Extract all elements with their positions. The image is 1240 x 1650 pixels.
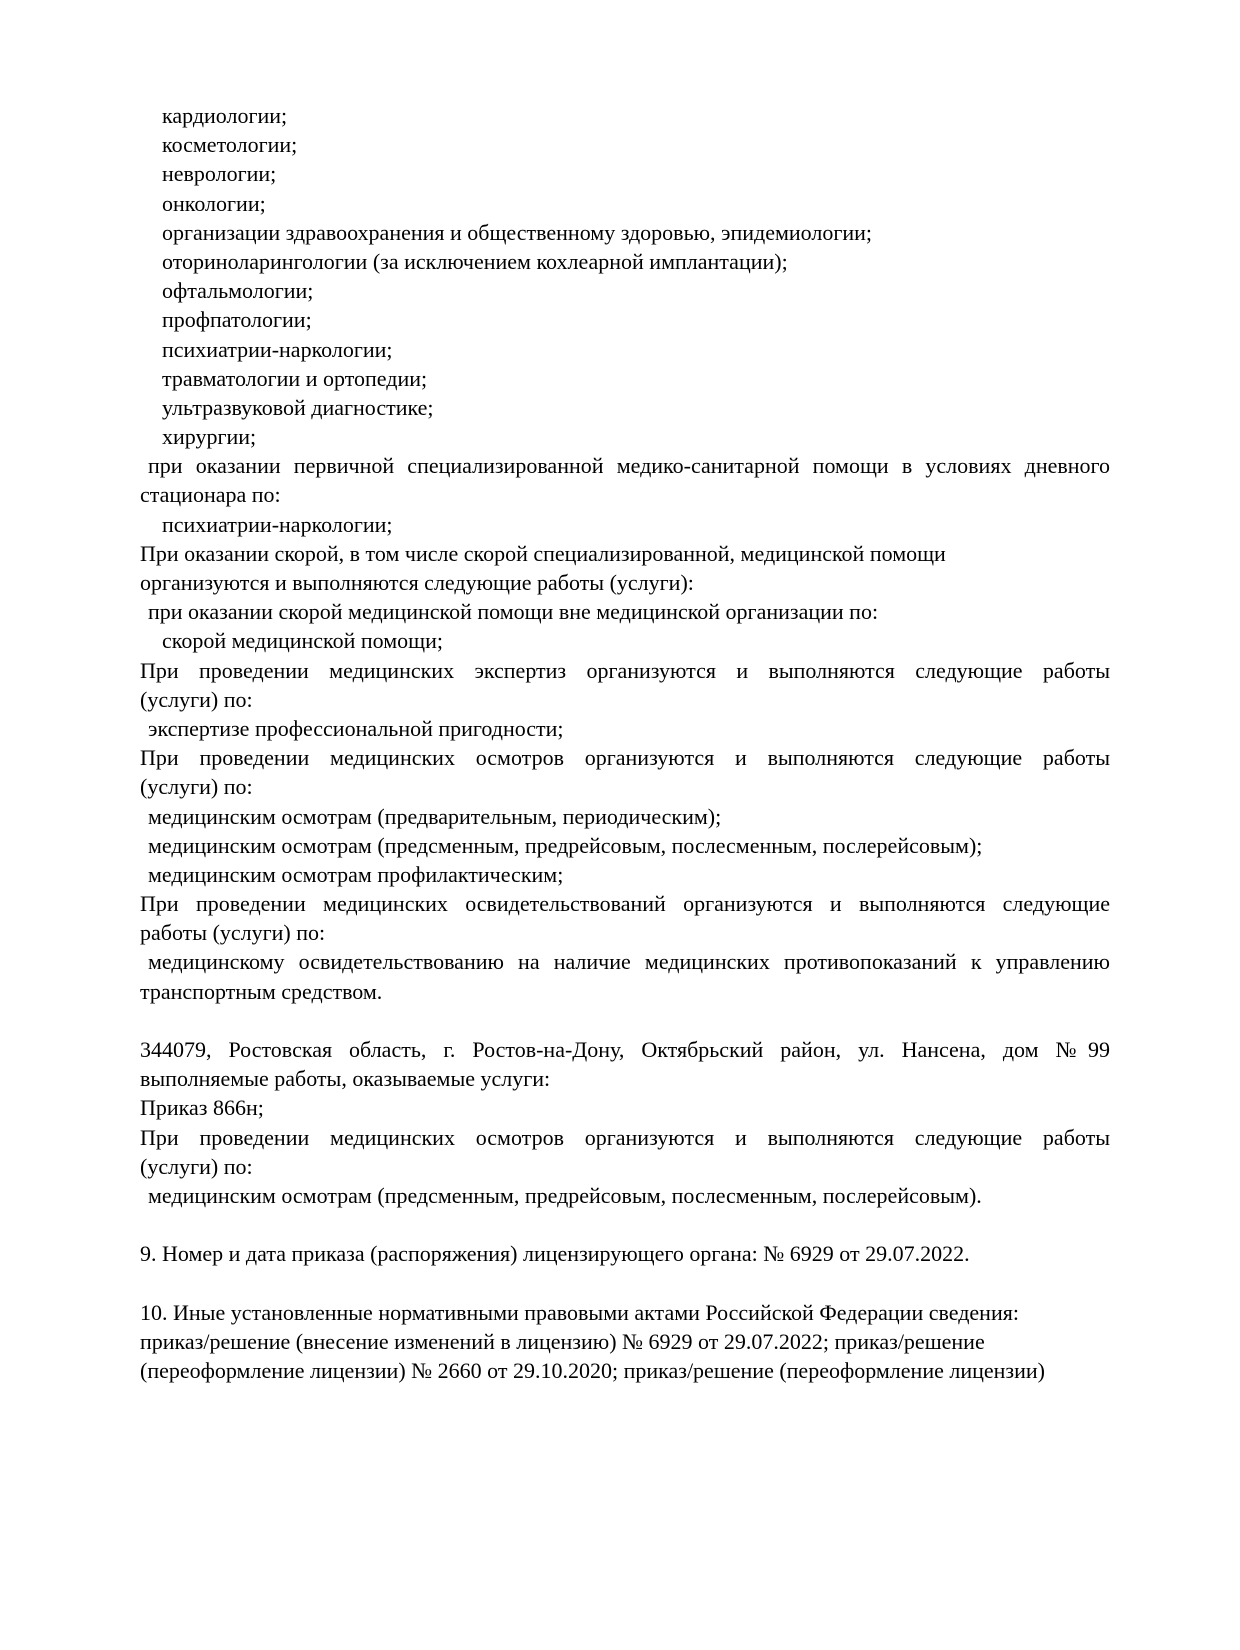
text-line: (переоформление лицензии) № 2660 от 29.10.2020; приказ/решение (переоформление лицензии) bbox=[140, 1358, 1045, 1384]
text-line: травматологии и ортопедии; bbox=[162, 365, 428, 391]
text-line: При проведении медицинских осмотров организуются и выполняются следующие работы bbox=[140, 1124, 1110, 1150]
blank-line bbox=[140, 1006, 1110, 1035]
text-line: офтальмологии; bbox=[162, 278, 314, 304]
text-line: медицинским осмотрам профилактическим; bbox=[148, 861, 564, 887]
text-line: стационара по: bbox=[140, 482, 281, 508]
text-line: (услуги) по: bbox=[140, 774, 253, 800]
text-line: 344079, Ростовская область, г. Ростов-на-Дону, Октябрьский район, ул. Нансена, дом №99 bbox=[140, 1037, 1110, 1062]
text-line: онкологии; bbox=[162, 190, 266, 216]
text-line: организации здравоохранения и общественному здоровью, эпидемиологии; bbox=[162, 219, 873, 245]
text-line: кардиологии; bbox=[162, 103, 288, 128]
text-line: медицинскому освидетельствованию на наличие медицинских противопоказаний к управлению bbox=[148, 949, 1110, 975]
text-line: экспертизе профессиональной пригодности; bbox=[148, 715, 564, 741]
text-line: косметологии; bbox=[162, 132, 298, 158]
text-line: выполняемые работы, оказываемые услуги: bbox=[140, 1066, 551, 1092]
text-line: медицинским осмотрам (предсменным, предрейсовым, послесменным, послерейсовым). bbox=[148, 1182, 982, 1208]
text-line: медицинским осмотрам (предсменным, предрейсовым, послесменным, послерейсовым); bbox=[148, 832, 983, 858]
text-line: медицинским осмотрам (предварительным, периодическим); bbox=[148, 803, 722, 829]
text-line: (услуги) по: bbox=[140, 1153, 253, 1179]
text-line: транспортным средством. bbox=[140, 978, 383, 1004]
text-line: оториноларингологии (за исключением кохлеарной имплантации); bbox=[162, 248, 788, 274]
text-line: При проведении медицинских освидетельствований организуются и выполняются следующие bbox=[140, 891, 1110, 917]
text-line: профпатологии; bbox=[162, 307, 312, 333]
text-line: психиатрии-наркологии; bbox=[162, 511, 393, 537]
text-line: При проведении медицинских осмотров организуются и выполняются следующие работы bbox=[140, 745, 1110, 771]
document-text bbox=[140, 101, 1110, 1385]
text-line: хирургии; bbox=[162, 424, 257, 450]
text-line: при оказании скорой медицинской помощи вне медицинской организации по: bbox=[148, 599, 879, 625]
text-line: психиатрии-наркологии; bbox=[162, 336, 393, 362]
text-line: При проведении медицинских экспертиз организуются и выполняются следующие работы bbox=[140, 657, 1110, 683]
text-line: 10. Иные установленные нормативными правовыми актами Российской Федерации сведения: bbox=[140, 1299, 1019, 1325]
blank-line bbox=[140, 1210, 1110, 1239]
text-line: при оказании первичной специализированной медико-санитарной помощи в условиях дневного bbox=[148, 453, 1110, 479]
text-line: организуются и выполняются следующие работы (услуги): bbox=[140, 570, 694, 595]
text-line: При оказании скорой, в том числе скорой специализированной, медицинской помощи bbox=[140, 540, 946, 566]
text-line: скорой медицинской помощи; bbox=[162, 628, 444, 654]
text-line: работы (услуги) по: bbox=[140, 920, 326, 946]
text-line: (услуги) по: bbox=[140, 686, 253, 712]
blank-line bbox=[140, 1269, 1110, 1298]
text-line: неврологии; bbox=[162, 161, 277, 187]
text-line: Приказ 866н; bbox=[140, 1095, 264, 1121]
text-line: приказ/решение (внесение изменений в лицензию) № 6929 от 29.07.2022; приказ/решение bbox=[140, 1328, 985, 1354]
text-line: ультразвуковой диагностике; bbox=[162, 394, 434, 420]
text-line: 9. Номер и дата приказа (распоряжения) лицензирующего органа: № 6929 от 29.07.2022. bbox=[140, 1241, 970, 1267]
